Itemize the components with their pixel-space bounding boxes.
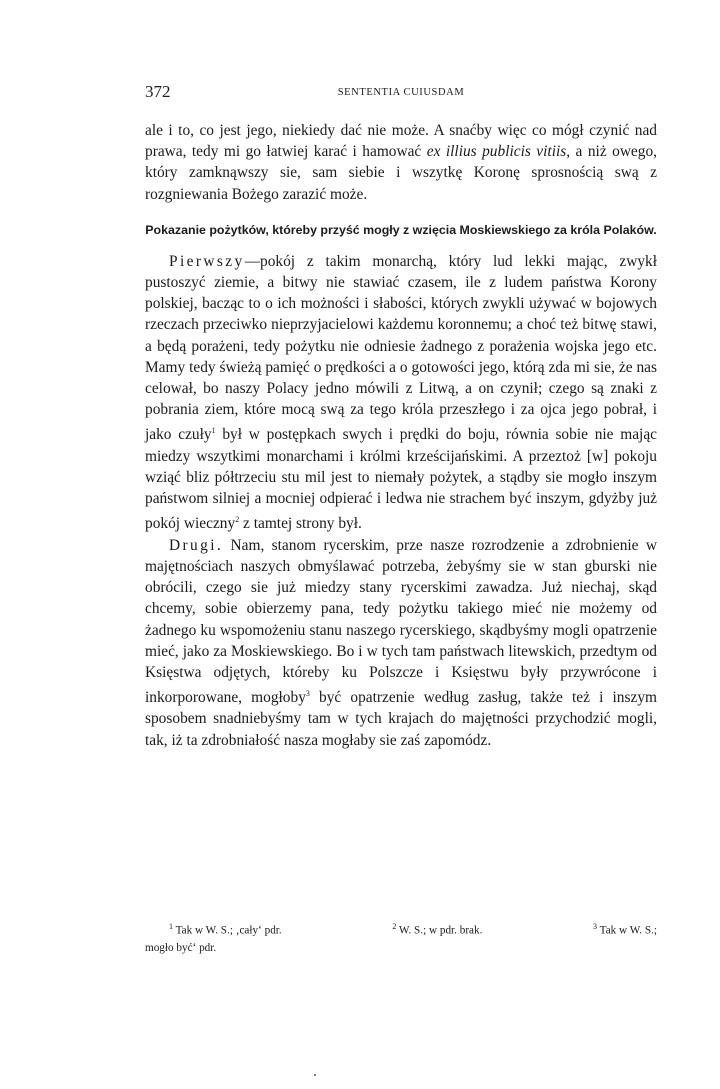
footnote-ref-3: 3: [305, 689, 310, 699]
footnotes: [145, 918, 657, 957]
first-point-label: Pierwszy: [169, 252, 245, 270]
footnote-2-text: W. S.; w pdr. brak.: [396, 924, 483, 937]
footnote-ref-1: 1: [211, 426, 216, 436]
second-point-paragraph: [145, 535, 657, 751]
footnote-3-mark: 3: [593, 922, 598, 931]
first-point-text-1: —pokój z takim monarchą, który lud lekki mając, zwykł pustoszyć ziemie, a bitwy nie stawiać czasem, ile z ludem państwa Korony polskiej, bacząc to o ich możności i słabości, których zwykli używać w bojowych rzeczach przeciwko nieprzyjacielowi każdemu koronnemu; a choć też bitwę stawi, a będą porażeni, tedy pożytku nie odniesie żadnego z porażenia wojska jego etc. Mamy tedy świeżą pamięć o prędkości a o gotowości jego, którą zda mi sie, że nas celował, bo naszy Polacy jedno mówili z Litwą, a on czynił; czego są znaki z pobrania ziem, które mocą swą za tego króla przeszłego i za ojca jego pobrał, i jako czuły: [145, 252, 657, 444]
footnote-row: [145, 918, 657, 940]
second-point-text-1: Nam, stanom rycerskim, prze nasze rozrodzenie a zdrobnienie w majętnościach naszych obmyślawać potrzeba, żebyśmy sie w stan gburski nie obrócili, czego sie już miedzy stany rycerskimi zawadza. Już niechaj, skąd chcemy, sobie obierzemy pana, tedy pożytku takiego mieć nie możemy od żadnego ku wspomożeniu stanu naszego rycerskiego, skądbyśmy mogli opatrzenie mieć, jako za Moskiewskiego. Bo i w tych tam państwach litewskich, przedtym od Księstwa odjętych, któreby ku Polszcze i Księstwu były przywrócone i inkorporowane, mogłoby: [145, 536, 657, 707]
second-point-text-2: być opatrzenie według zasług, także też i inszym sposobem snadniebyśmy tam w tych krajach do majętności przychodzić mogli, tak, iż ta zdrobniałość nasza mogłaby sie zaś zapomódz.: [145, 689, 657, 749]
page-header: [145, 82, 657, 106]
intro-text-start: ale i to, co jest jego, niekiedy dać nie może. A snaćby więc co mógł czynić nad prawa, tedy mi go łatwiej karać i hamować: [145, 122, 657, 161]
print-speck: [314, 1074, 316, 1076]
first-point-text-2: był w postępkach swych i prędki do boju, równia sobie nie mając miedzy wszytkimi monarchami i królmi krześcijańskimi. A przeztoż [w] pokoju wziąć bliz półtrzeciu stu mil jest to niemały pożytek, a stądby sie mogło inszym państwom silniej a mocniej odpierać i ledwa nie strachem być inszym, gdyżby już pokój wieczny: [145, 426, 657, 533]
first-point-text-3: z tamtej strony był.: [239, 515, 362, 533]
footnote-1: [169, 918, 282, 940]
second-point-label: Drugi.: [169, 536, 224, 554]
section-heading: Pokazanie pożytków, któreby przyść mogły z wzięcia Moskiewskiego za króla Polaków.: [145, 222, 657, 237]
footnote-2-mark: 2: [392, 922, 397, 931]
page-body: [145, 120, 657, 751]
running-title: SENTENTIA CUIUSDAM: [337, 87, 465, 98]
intro-text-end: , a niż owego, który zamknąwszy sie, sam siebie i wszytkę Koronę sprosnością swą z rozgniewania Bożego zarazić może.: [145, 143, 658, 203]
footnote-1-text: Tak w W. S.; ‚cały‘ pdr.: [173, 924, 282, 937]
footnote-1-mark: 1: [169, 922, 173, 931]
footnote-ref-2: 2: [235, 515, 240, 525]
footnote-3-text: Tak w W. S.;: [597, 924, 657, 937]
footnote-3-continuation: mogło być‘ pdr.: [145, 941, 217, 954]
first-point-paragraph: [145, 251, 657, 535]
intro-paragraph: [145, 120, 657, 205]
footnote-3: [593, 918, 657, 940]
footnote-2: [392, 918, 482, 940]
latin-phrase: ex illius publicis vitiis: [426, 143, 567, 161]
page-number: 372: [145, 82, 171, 101]
